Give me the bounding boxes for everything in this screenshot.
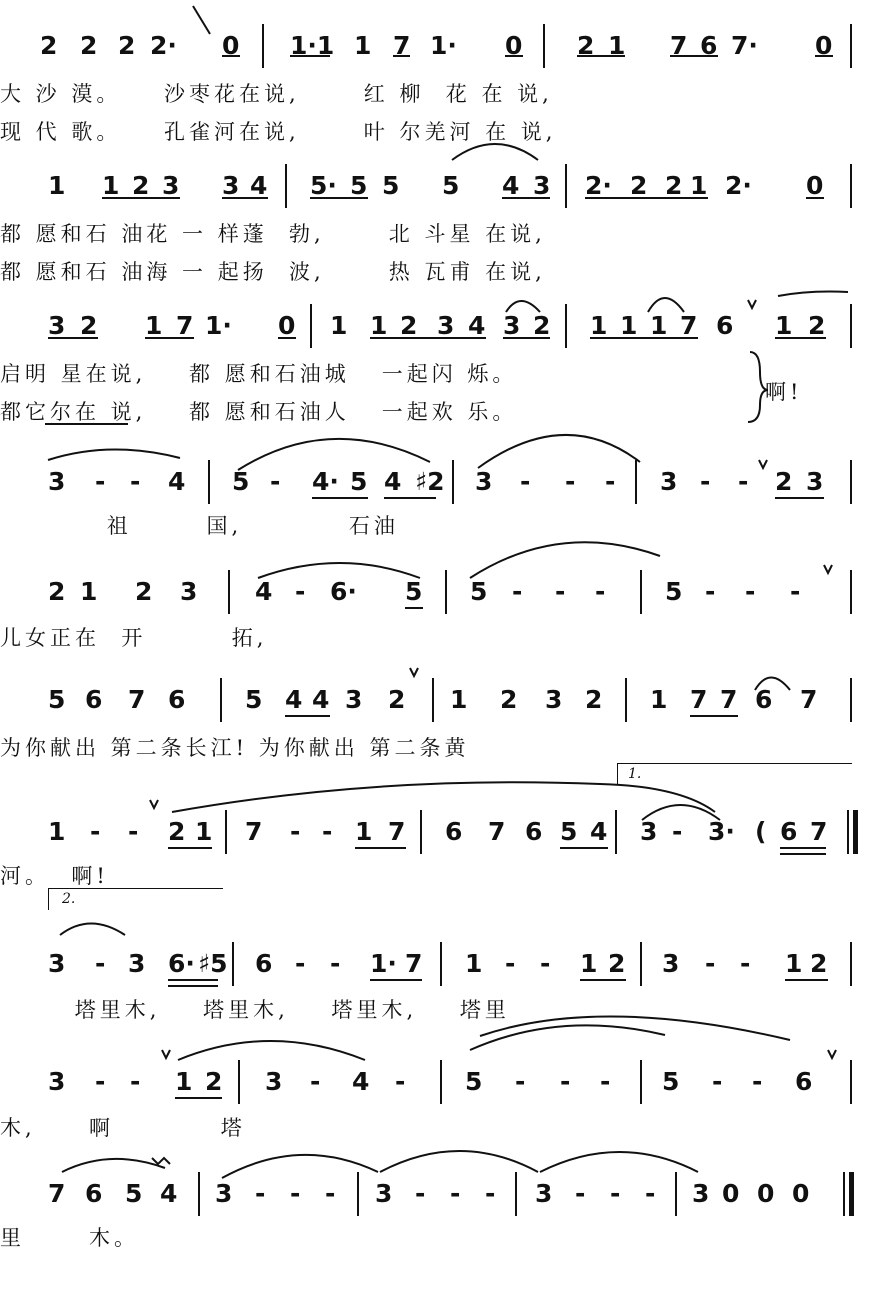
note: 3 — [48, 467, 66, 496]
note: 3 — [660, 467, 678, 496]
note: 1 — [450, 685, 468, 714]
note: 1 — [48, 817, 66, 846]
note: 4 — [250, 171, 268, 200]
lyrics-line-8: 塔里木, 塔里木, 塔里木, 塔里 — [0, 998, 510, 1022]
note: 5 — [48, 685, 66, 714]
note: 4 — [468, 311, 486, 340]
note: 1·1 — [290, 31, 335, 60]
note: 3 — [162, 171, 180, 200]
note: - — [565, 467, 576, 496]
note: 2 — [388, 685, 406, 714]
note: 1 — [650, 685, 668, 714]
note: - — [505, 949, 516, 978]
note: - — [560, 1067, 571, 1096]
note: 7· — [731, 31, 758, 60]
note: - — [515, 1067, 526, 1096]
lyrics-line-2a: 都 愿和石 油花 一 样蓬 勃, 北 斗星 在说, — [0, 222, 546, 246]
note: 5 — [232, 467, 250, 496]
note: 7 — [680, 311, 698, 340]
volta-1-label: 1. — [628, 766, 642, 782]
note: - — [130, 1067, 141, 1096]
note: 1 — [354, 31, 372, 60]
note: 3 — [475, 467, 493, 496]
notes-line-7 — [0, 810, 882, 854]
note: - — [295, 577, 306, 606]
note: 6 — [525, 817, 543, 846]
note: 6 — [445, 817, 463, 846]
lyrics-line-3a: 启明 星在说, 都 愿和石油城 一起闪 烁。 — [0, 362, 518, 386]
note: 4 — [285, 685, 303, 714]
note: 2· — [150, 31, 177, 60]
note: - — [255, 1179, 266, 1208]
note: - — [605, 467, 616, 496]
note: - — [705, 577, 716, 606]
note: - — [95, 949, 106, 978]
note: 7 — [388, 817, 406, 846]
note: - — [130, 467, 141, 496]
note: 5 — [470, 577, 488, 606]
lyrics-line-1b: 现 代 歌。 孔雀河在说, 叶 尔羌河 在 说, — [0, 120, 557, 144]
note: 2· — [585, 171, 612, 200]
note: 5 — [245, 685, 263, 714]
note: - — [738, 467, 749, 496]
note: 2· — [725, 171, 752, 200]
note: - — [415, 1179, 426, 1208]
lyrics-line-2b: 都 愿和石 油海 一 起扬 波, 热 瓦甫 在说, — [0, 260, 546, 284]
note: 7 — [670, 31, 688, 60]
note: 3 — [662, 949, 680, 978]
note: 1 — [775, 311, 793, 340]
note: 1 — [145, 311, 163, 340]
note: 2 — [630, 171, 648, 200]
note: - — [512, 577, 523, 606]
note: 4 — [312, 685, 330, 714]
note: 3 — [345, 685, 363, 714]
note: 1 — [580, 949, 598, 978]
note: 4 — [168, 467, 186, 496]
note: - — [700, 467, 711, 496]
note: 6· — [168, 949, 195, 978]
note: 3 — [806, 467, 824, 496]
note: 6 — [168, 685, 186, 714]
note: 5 — [665, 577, 683, 606]
lyrics-line-10: 里 木。 — [0, 1226, 140, 1250]
note: - — [270, 467, 281, 496]
note: 0 — [278, 311, 296, 340]
note: - — [705, 949, 716, 978]
note: 0 — [806, 171, 824, 200]
note: 2 — [608, 949, 626, 978]
note: 6 — [780, 817, 798, 846]
note: 5 — [350, 171, 368, 200]
note: 7 — [488, 817, 506, 846]
note: 2 — [135, 577, 153, 606]
note: 4 — [352, 1067, 370, 1096]
note: 6 — [716, 311, 734, 340]
note: - — [712, 1067, 723, 1096]
note: 2 — [577, 31, 595, 60]
note: ( — [755, 817, 767, 846]
note: 0 — [757, 1179, 775, 1208]
volta-2-line — [48, 888, 223, 889]
note: - — [290, 1179, 301, 1208]
note: 1· — [430, 31, 457, 60]
note: 1 — [355, 817, 373, 846]
note: 6 — [755, 685, 773, 714]
note: 1 — [102, 171, 120, 200]
note: 1 — [620, 311, 638, 340]
notes-line-6 — [0, 678, 882, 722]
note: 0 — [222, 31, 240, 60]
note: 7 — [810, 817, 828, 846]
note: 7 — [128, 685, 146, 714]
notes-line-3 — [0, 304, 882, 348]
note: - — [645, 1179, 656, 1208]
note: - — [128, 817, 139, 846]
note: 1 — [175, 1067, 193, 1096]
note: 1 — [370, 311, 388, 340]
note: 0 — [505, 31, 523, 60]
note: 5 — [382, 171, 400, 200]
note: 5 — [350, 467, 368, 496]
notes-line-2 — [0, 164, 882, 208]
note: - — [575, 1179, 586, 1208]
note: 1 — [590, 311, 608, 340]
note: 3 — [640, 817, 658, 846]
note: - — [95, 1067, 106, 1096]
note: 4 — [384, 467, 402, 496]
note: 0 — [815, 31, 833, 60]
note: - — [290, 817, 301, 846]
note: 1 — [48, 171, 66, 200]
note: 2 — [808, 311, 826, 340]
note: 5 — [125, 1179, 143, 1208]
aside-ah: 啊! — [765, 380, 803, 404]
note: 1 — [80, 577, 98, 606]
note: 2 — [585, 685, 603, 714]
note: 4 — [160, 1179, 178, 1208]
note: 3 — [692, 1179, 710, 1208]
note: 1· — [205, 311, 232, 340]
note: - — [395, 1067, 406, 1096]
lyrics-line-5: 儿女正在 开 拓, — [0, 626, 268, 650]
note: ♯2 — [415, 467, 445, 496]
volta-2-label: 2. — [62, 891, 76, 907]
note: - — [330, 949, 341, 978]
note: 2 — [118, 31, 136, 60]
note: 4 — [590, 817, 608, 846]
note: 6 — [85, 1179, 103, 1208]
note: 2 — [168, 817, 186, 846]
note: 2 — [48, 577, 66, 606]
note: 3 — [535, 1179, 553, 1208]
note: 1 — [690, 171, 708, 200]
note: - — [555, 577, 566, 606]
note: 7 — [690, 685, 708, 714]
note: 5 — [442, 171, 460, 200]
note: 2 — [205, 1067, 223, 1096]
lyrics-line-1a: 大 沙 漠。 沙枣花在说, 红 柳 花 在 说, — [0, 82, 553, 106]
note: 3 — [215, 1179, 233, 1208]
note: 7 — [800, 685, 818, 714]
note: 3 — [180, 577, 198, 606]
note: 3 — [48, 311, 66, 340]
note: 1 — [785, 949, 803, 978]
note: 6 — [255, 949, 273, 978]
notes-line-1 — [0, 24, 882, 68]
lyrics-line-6: 为你献出 第二条长江! 为你献出 第二条黄 — [0, 736, 470, 760]
note: 3 — [375, 1179, 393, 1208]
note: 1 — [608, 31, 626, 60]
note: 4 — [255, 577, 273, 606]
note: 0 — [722, 1179, 740, 1208]
note: 2 — [533, 311, 551, 340]
volta-1-line — [617, 763, 852, 764]
note: 3 — [48, 1067, 66, 1096]
note: 6 — [85, 685, 103, 714]
note: 5 — [405, 577, 423, 606]
note: 1 — [465, 949, 483, 978]
note: 1 — [650, 311, 668, 340]
note: 5 — [662, 1067, 680, 1096]
note: 5· — [310, 171, 337, 200]
note: 7 — [245, 817, 263, 846]
note: - — [322, 817, 333, 846]
note: - — [450, 1179, 461, 1208]
note: 4 — [502, 171, 520, 200]
note: 2 — [40, 31, 58, 60]
note: 3· — [708, 817, 735, 846]
note: 2 — [500, 685, 518, 714]
notes-line-4 — [0, 460, 882, 504]
note: 6 — [795, 1067, 813, 1096]
lyrics-line-9: 木, 啊 塔 — [0, 1116, 246, 1140]
note: - — [540, 949, 551, 978]
note: 5 — [465, 1067, 483, 1096]
note: - — [672, 817, 683, 846]
note: 5 — [560, 817, 578, 846]
note: 7 — [48, 1179, 66, 1208]
note: 3 — [265, 1067, 283, 1096]
note: ♯5 — [198, 949, 228, 978]
note: - — [745, 577, 756, 606]
notes-line-5 — [0, 570, 882, 614]
note: 2 — [400, 311, 418, 340]
lyrics-line-4: 祖 国, 石油 — [0, 514, 399, 538]
note: - — [790, 577, 801, 606]
note: - — [95, 467, 106, 496]
note: - — [595, 577, 606, 606]
note: 2 — [132, 171, 150, 200]
note: - — [752, 1067, 763, 1096]
note: - — [485, 1179, 496, 1208]
note: 3 — [533, 171, 551, 200]
note: 7 — [393, 31, 411, 60]
note: 1 — [330, 311, 348, 340]
note: 6 — [700, 31, 718, 60]
note: 2 — [80, 311, 98, 340]
note: - — [600, 1067, 611, 1096]
lyrics-line-3b: 都它尔在 说, 都 愿和石油人 一起欢 乐。 — [0, 400, 518, 424]
note: 3 — [48, 949, 66, 978]
note: 3 — [222, 171, 240, 200]
note: - — [295, 949, 306, 978]
note: 7 — [176, 311, 194, 340]
note: 3 — [503, 311, 521, 340]
note: 0 — [792, 1179, 810, 1208]
note: 2 — [80, 31, 98, 60]
note: - — [310, 1067, 321, 1096]
note: 7 — [405, 949, 423, 978]
note: - — [325, 1179, 336, 1208]
lyrics-line-7: 河。 啊! — [0, 864, 109, 888]
note: 6· — [330, 577, 357, 606]
note: 4· — [312, 467, 339, 496]
note: - — [90, 817, 101, 846]
note: 2 — [775, 467, 793, 496]
note: - — [520, 467, 531, 496]
note: 3 — [128, 949, 146, 978]
note: 7 — [720, 685, 738, 714]
note: 2 — [810, 949, 828, 978]
note: 1· — [370, 949, 397, 978]
notes-line-10 — [0, 1172, 882, 1216]
note: 1 — [195, 817, 213, 846]
note: 3 — [545, 685, 563, 714]
note: 3 — [437, 311, 455, 340]
note: - — [610, 1179, 621, 1208]
note: - — [740, 949, 751, 978]
note: 2 — [665, 171, 683, 200]
